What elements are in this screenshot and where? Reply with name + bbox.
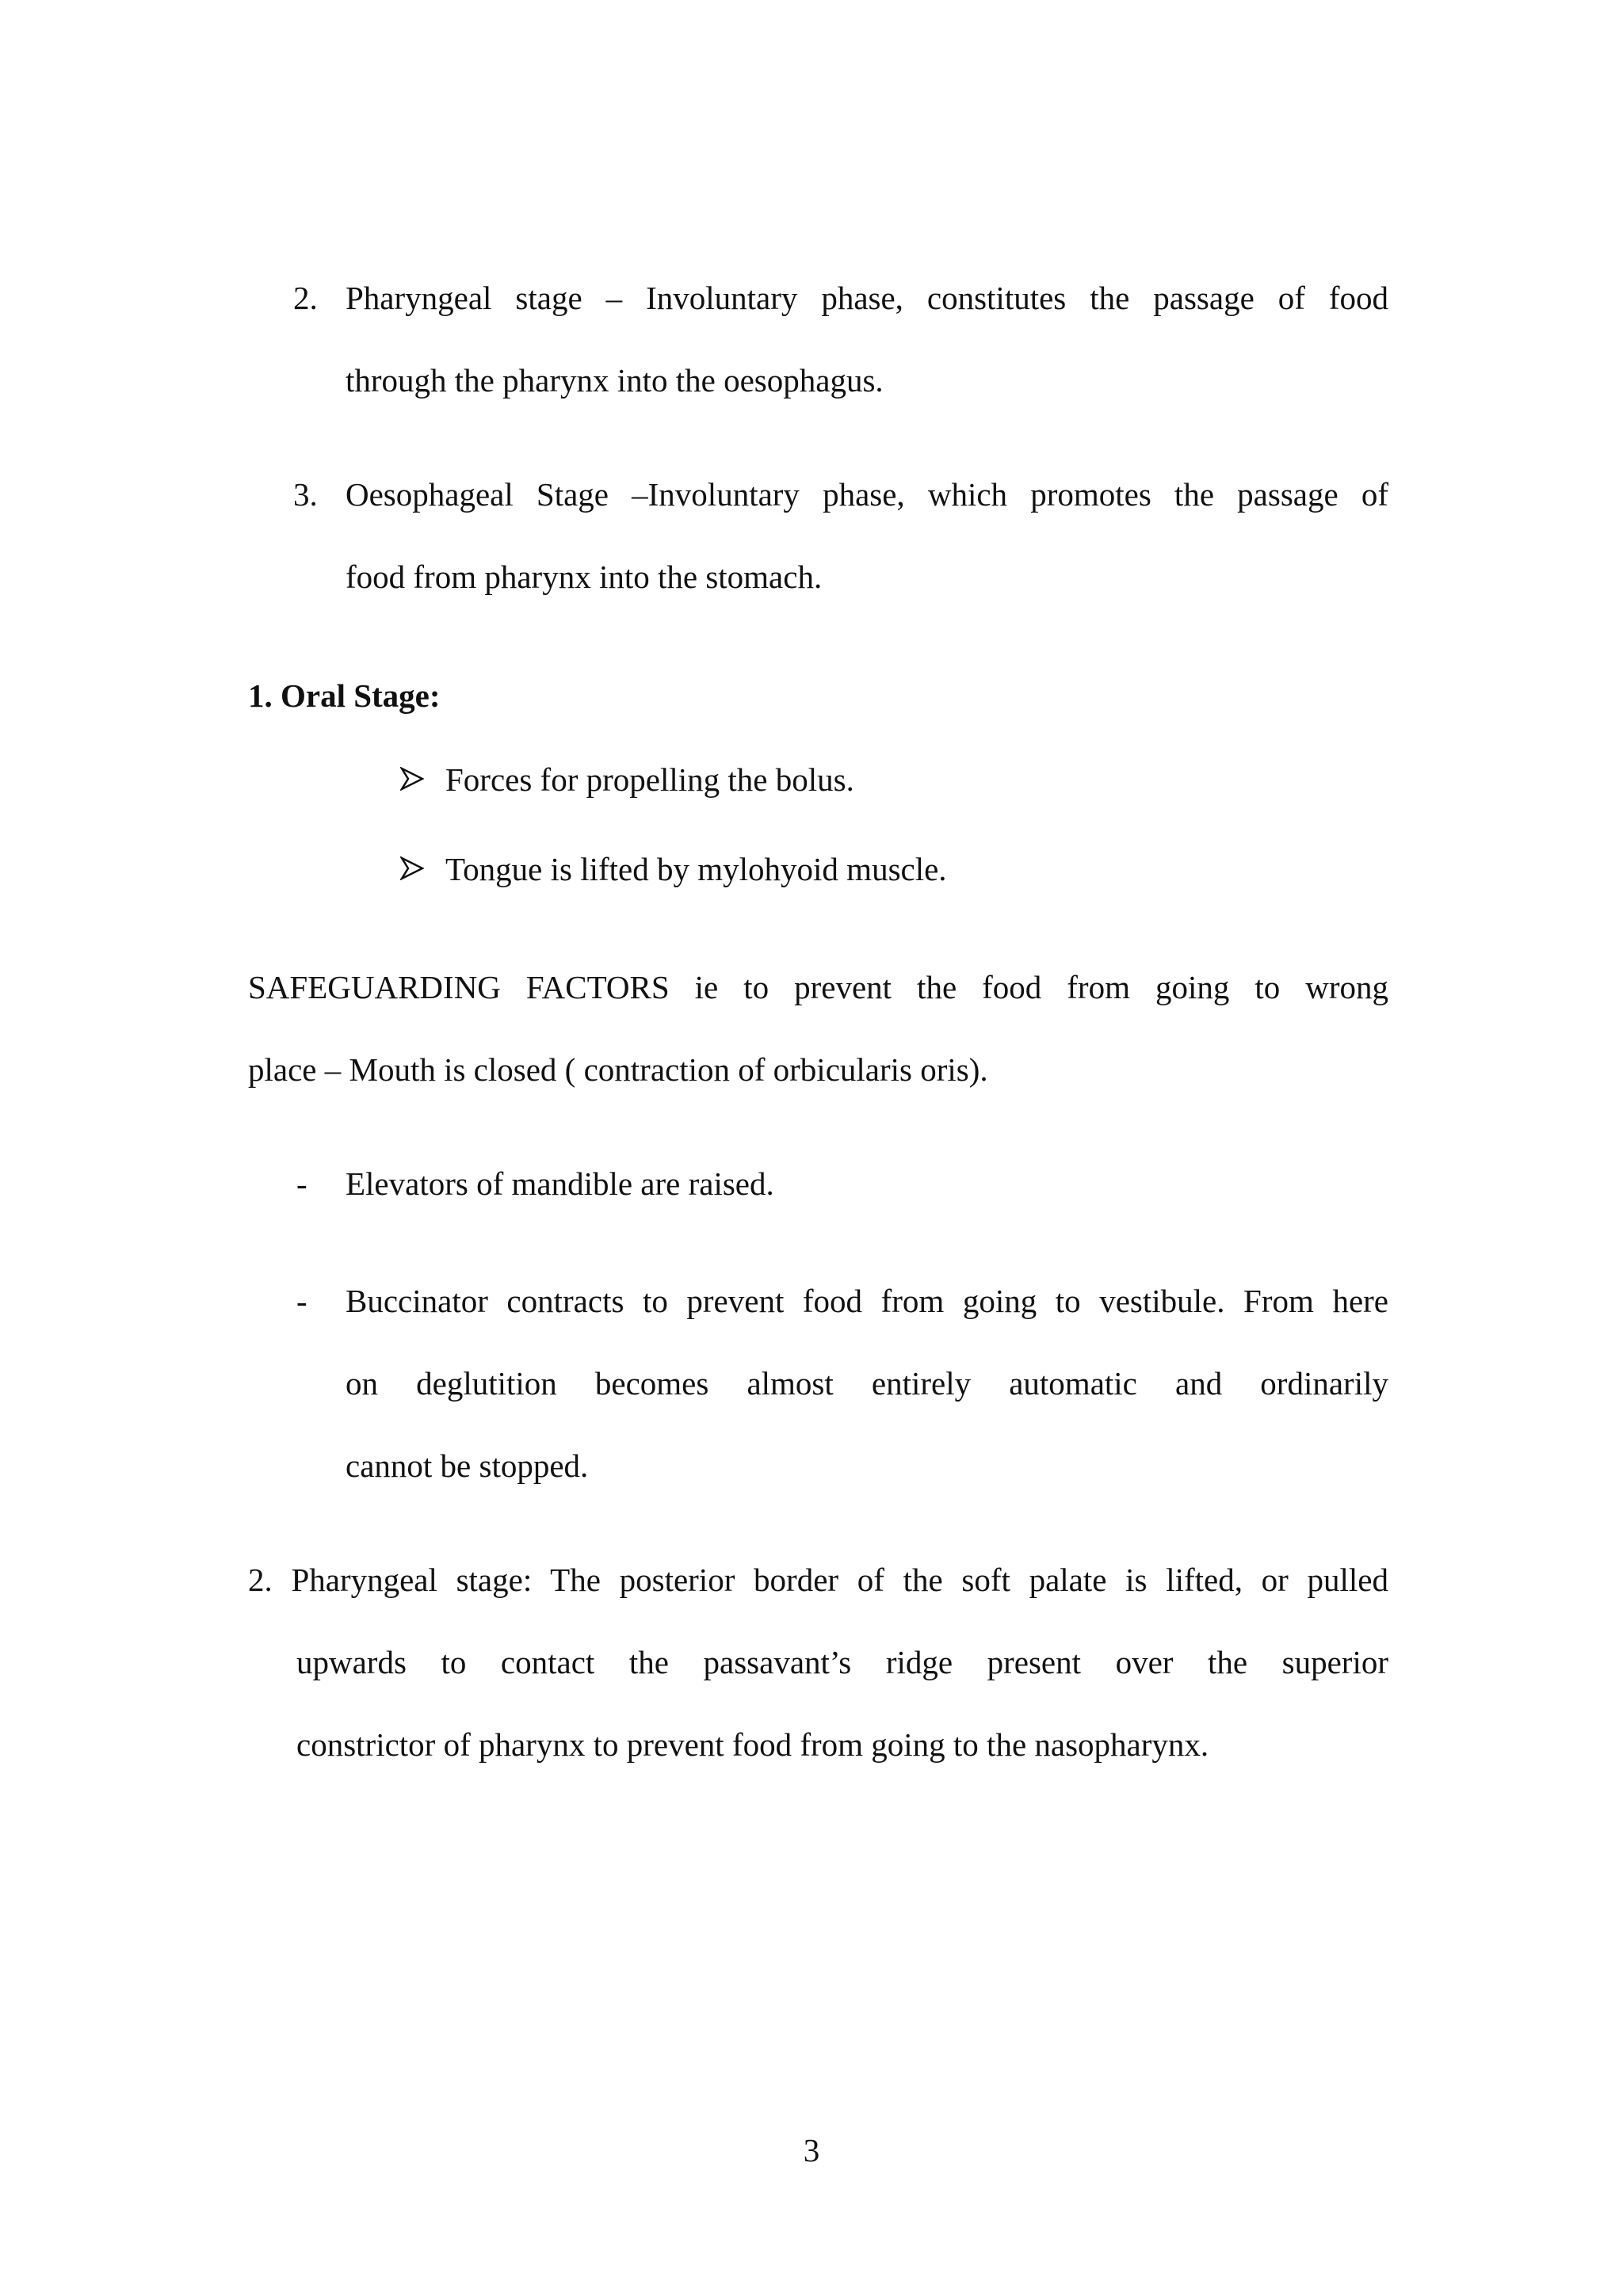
- paragraph-line: 2. Pharyngeal stage: The posterior border of the soft palate is lifted, or pulled: [248, 1562, 1388, 1598]
- dash-item-line: cannot be stopped.: [346, 1447, 589, 1484]
- list-item-line: Oesophageal Stage –Involuntary phase, which promotes the passage of: [346, 476, 1388, 513]
- arrow-bullet-icon: [400, 767, 424, 791]
- dash-mark: -: [296, 1165, 307, 1202]
- paragraph-line: SAFEGUARDING FACTORS ie to prevent the food from going to wrong: [248, 969, 1388, 1005]
- section-heading-oral-stage: 1. Oral Stage:: [248, 677, 441, 714]
- dash-item-line: on deglutition becomes almost entirely automatic and ordinarily: [346, 1365, 1388, 1402]
- dash-item-line: Elevators of mandible are raised.: [346, 1165, 774, 1202]
- list-number: 3.: [293, 476, 318, 513]
- arrow-bullet-icon: [400, 856, 424, 880]
- dash-item-line: Buccinator contracts to prevent food from going to vestibule. From here: [346, 1283, 1388, 1319]
- list-number: 2.: [293, 280, 318, 316]
- paragraph-line: upwards to contact the passavant’s ridge present over the superior: [296, 1644, 1388, 1680]
- page-number: 3: [803, 2132, 820, 2168]
- dash-mark: -: [296, 1283, 307, 1319]
- bullet-text: Forces for propelling the bolus.: [445, 761, 854, 798]
- bullet-text: Tongue is lifted by mylohyoid muscle.: [445, 851, 947, 887]
- list-item-line: Pharyngeal stage – Involuntary phase, constitutes the passage of food: [346, 280, 1388, 316]
- list-item-line: through the pharynx into the oesophagus.: [346, 362, 884, 399]
- paragraph-line: constrictor of pharynx to prevent food from going to the nasopharynx.: [296, 1726, 1209, 1763]
- list-item-line: food from pharynx into the stomach.: [346, 559, 823, 595]
- paragraph-line: place – Mouth is closed ( contraction of orbicularis oris).: [248, 1051, 988, 1088]
